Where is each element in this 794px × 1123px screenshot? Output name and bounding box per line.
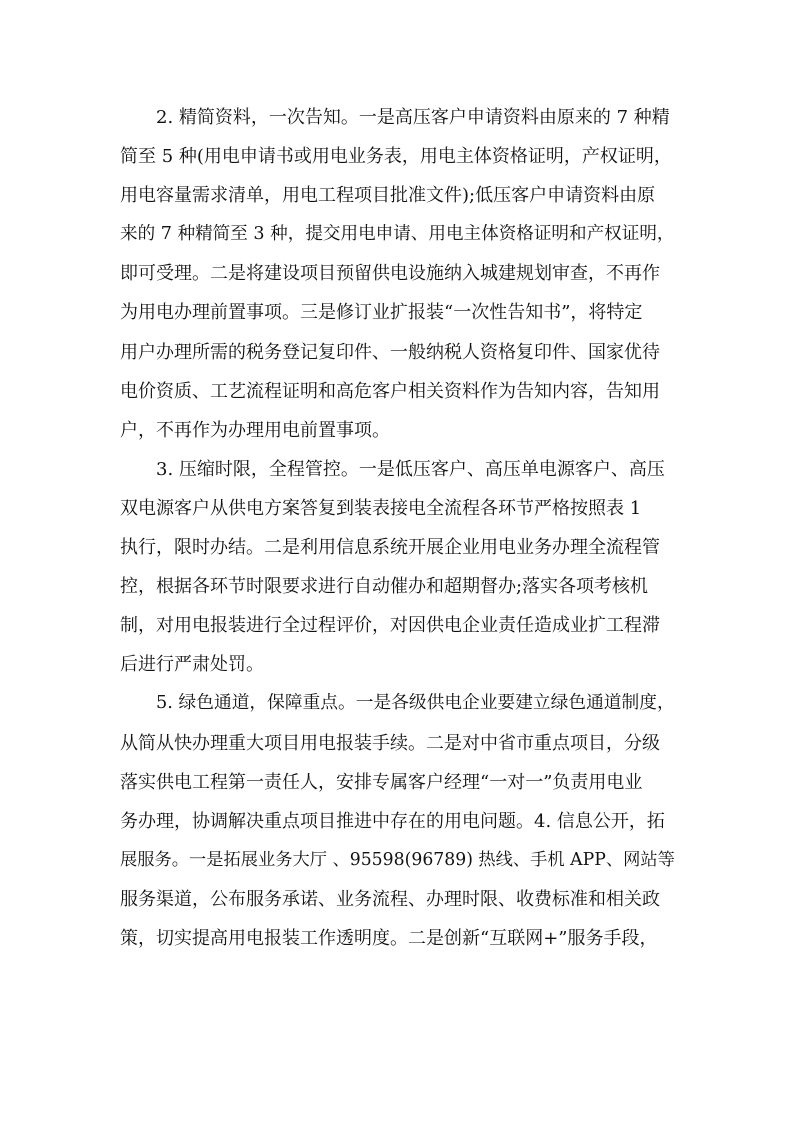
paragraph-compress-time-limits — [120, 450, 675, 685]
text-line: 从简从快办理重大项目用电报装手续。二是对中省市重点项目，分级 — [120, 732, 660, 754]
text-line: 来的 7 种精简至 3 种，提交用电申请、用电主体资格证明和产权证明， — [120, 224, 675, 245]
text-line: 即可受理。二是将建设项目预留供电设施纳入城建规划审查，不再作 — [120, 263, 660, 285]
text-line: 展服务。一是拓展业务大厅 、95598(96789) 热线、手机 APP、网站等 — [120, 849, 675, 870]
text-line: 策，切实提高用电报装工作透明度。二是创新“互联网+”服务手段， — [120, 927, 658, 949]
text-line: 务办理，协调解决重点项目推进中存在的用电问题。4. 信息公开，拓 — [120, 810, 665, 832]
text-line: 户，不再作为办理用电前置事项。 — [120, 419, 390, 441]
document-page — [120, 98, 675, 958]
text-line: 简至 5 种(用电申请书或用电业务表，用电主体资格证明，产权证明， — [120, 146, 672, 168]
text-line: 制，对用电报装进行全过程评价，对因供电企业责任造成业扩工程滞 — [120, 615, 660, 637]
text-line: 服务渠道，公布服务承诺、业务流程、办理时限、收费标准和相关政 — [120, 888, 660, 910]
text-line: 用电容量需求清单，用电工程项目批准文件);低压客户申请资料由原 — [120, 185, 656, 207]
text-line: 双电源客户从供电方案答复到装表接电全流程各环节严格按照表 1 — [120, 497, 642, 519]
paragraph-simplify-materials — [120, 98, 675, 450]
text-line: 控，根据各环节时限要求进行自动催办和超期督办;落实各项考核机 — [120, 576, 649, 598]
text-line: 2. 精简资料，一次告知。一是高压客户申请资料由原来的 7 种精 — [156, 107, 670, 128]
paragraph-green-channel — [120, 684, 675, 958]
text-line: 执行，限时办结。二是利用信息系统开展企业用电业务办理全流程管 — [120, 537, 660, 559]
text-line: 落实供电工程第一责任人，安排专属客户经理“一对一”负责用电业 — [120, 771, 643, 793]
text-line: 3. 压缩时限，全程管控。一是低压客户、高压单电源客户、高压 — [156, 458, 665, 480]
text-line: 5. 绿色通道，保障重点。一是各级供电企业要建立绿色通道制度， — [156, 693, 675, 714]
text-line: 为用电办理前置事项。三是修订业扩报装“一次性告知书”，将特定 — [120, 302, 643, 324]
text-line: 用户办理所需的税务登记复印件、一般纳税人资格复印件、国家优待 — [120, 341, 660, 363]
text-line: 电价资质、工艺流程证明和高危客户相关资料作为告知内容，告知用 — [120, 380, 660, 402]
text-line: 后进行严肃处罚。 — [120, 654, 264, 676]
